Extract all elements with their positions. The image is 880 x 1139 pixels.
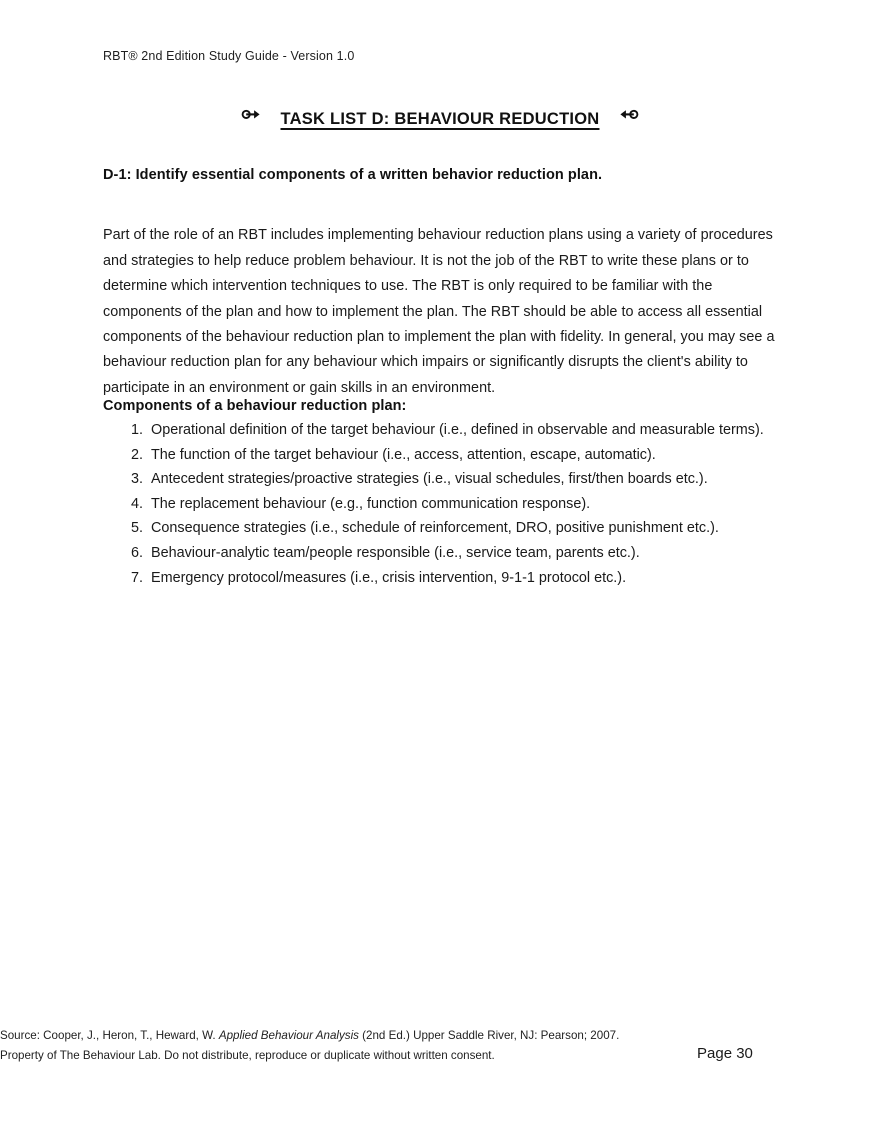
- list-item: [103, 516, 793, 541]
- list-item: [103, 492, 793, 517]
- list-item-number: 4.: [130, 495, 143, 512]
- list-item-text: The function of the target behaviour (i.e., access, attention, escape, automatic).: [151, 446, 656, 463]
- loop-arrow-right-icon: [241, 106, 263, 123]
- list-item-text: Emergency protocol/measures (i.e., crisis intervention, 9-1-1 protocol etc.).: [151, 569, 627, 586]
- list-item-text: The replacement behaviour (e.g., function communication response).: [151, 495, 591, 512]
- source-title-italic: Applied Behaviour Analysis: [218, 1029, 359, 1042]
- list-item-number: 1.: [130, 422, 143, 438]
- list-item-text: Consequence strategies (i.e., schedule of reinforcement, DRO, positive punishment etc.).: [151, 520, 719, 537]
- page-number: Page 30: [697, 1045, 753, 1062]
- list-item: [103, 418, 793, 443]
- list-item-text: Antecedent strategies/proactive strategies (i.e., visual schedules, first/then boards etc.).: [151, 471, 708, 488]
- objective-paragraph: Part of the role of an RBT includes implementing behaviour reduction plans using a variety of procedures and strategies to help reduce problem behaviour. It is not the job of the RBT to write these plans or to determine which intervention techniques to use. The RBT is only required to be familiar with the components of the plan and how to implement the plan. The RBT should be able to access all essential components of the behaviour reduction plan to implement the plan with fidelity. In general, you may see a behaviour reduction plan for any behaviour which impairs or significantly disrupts the client's ability to participate in an environment or gain skills in an environment.: [103, 227, 775, 396]
- components-list: [103, 418, 793, 590]
- list-item: [103, 467, 793, 492]
- list-item-number: 3.: [130, 471, 143, 488]
- list-item-text: Operational definition of the target behaviour (i.e., defined in observable and measurable terms).: [151, 422, 764, 438]
- section-title-row: [0, 110, 880, 129]
- source-suffix: (2nd Ed.) Upper Saddle River, NJ: Pearson; 2007.: [358, 1029, 620, 1042]
- objective-heading-d1: D-1: Identify essential components of a written behavior reduction plan.: [103, 167, 603, 183]
- source-prefix: Source: Cooper, J., Heron, T., Heward, W.: [0, 1029, 219, 1042]
- list-item-number: 5.: [130, 520, 143, 537]
- list-item-number: 7.: [130, 569, 143, 586]
- page-title: TASK LIST D: BEHAVIOUR REDUCTION: [280, 110, 600, 128]
- list-item-number: 6.: [130, 544, 143, 561]
- components-heading: Components of a behaviour reduction plan:: [103, 398, 407, 414]
- list-item: [103, 541, 793, 566]
- loop-arrow-left-icon: [617, 106, 639, 123]
- list-item-text: Behaviour-analytic team/people responsible (i.e., service team, parents etc.).: [151, 544, 640, 561]
- list-item: [103, 566, 793, 591]
- source-citation: [0, 1028, 700, 1044]
- list-item: [103, 443, 793, 468]
- list-item-number: 2.: [130, 446, 143, 463]
- running-header: RBT® 2nd Edition Study Guide - Version 1.0: [103, 49, 355, 63]
- copyright-notice: Property of The Behaviour Lab. Do not distribute, reproduce or duplicate without written consent.: [0, 1049, 495, 1062]
